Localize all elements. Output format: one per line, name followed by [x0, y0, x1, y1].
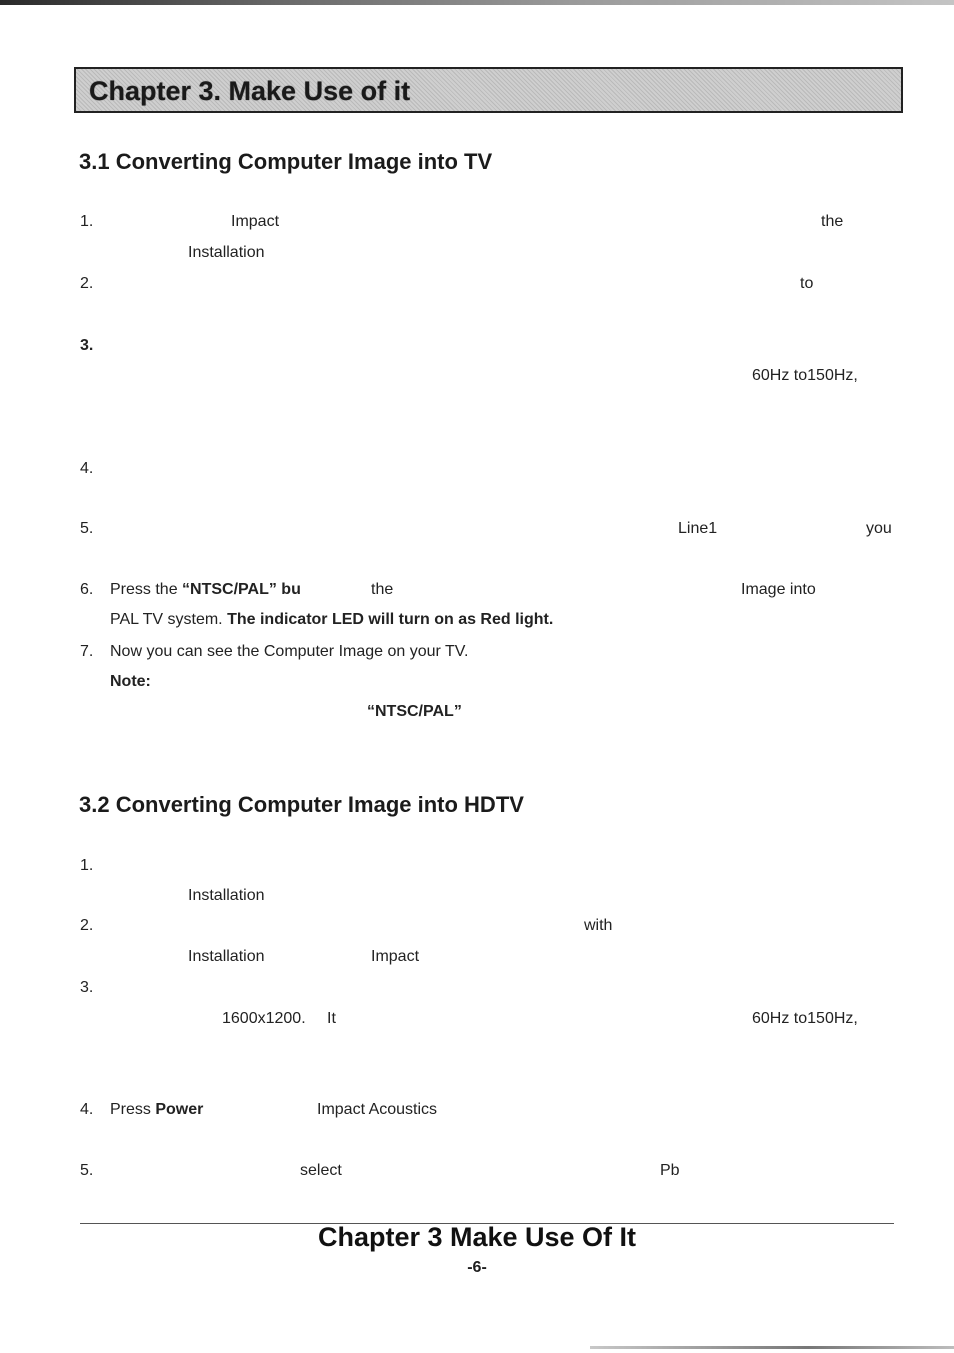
step-text-fragment: select [300, 1162, 342, 1179]
step-number: 1. [80, 857, 94, 874]
step-text-fragment: Installation [188, 948, 265, 965]
step-text-fragment: the [371, 581, 394, 598]
step-number: 2. [80, 275, 94, 292]
step-text-fragment: Image into [741, 581, 816, 598]
step-text-fragment: Impact [231, 213, 280, 230]
chapter-banner [74, 67, 903, 113]
step-text-fragment: Installation [188, 887, 265, 904]
step-text-line [110, 611, 553, 629]
step-text-fragment: It [327, 1010, 336, 1027]
step-text-fragment: PAL TV system. [110, 611, 228, 628]
power-button-label: Power [155, 1101, 204, 1118]
step-number: 5. [80, 520, 94, 537]
step-text-fragment: to [800, 275, 814, 292]
step-text-fragment: with [584, 917, 613, 934]
step-number: 3. [80, 337, 94, 354]
step-number: 4. [80, 460, 94, 477]
step-text-fragment: 60Hz to150Hz, [752, 367, 858, 384]
step-number: 3. [80, 979, 94, 996]
step-text-fragment: Line1 [678, 520, 718, 537]
step-number: 2. [80, 917, 94, 934]
step-text-line: Now you can see the Computer Image on your TV. [110, 643, 469, 660]
step-text-fragment: Installation [188, 244, 265, 261]
ntsc-pal-quote: “NTSC/PAL” [367, 703, 462, 720]
step-number: 7. [80, 643, 94, 660]
step-text-fragment: 60Hz to150Hz, [752, 1010, 858, 1027]
step-text-line [110, 581, 301, 599]
note-label: Note: [110, 673, 151, 690]
step-number: 6. [80, 581, 94, 598]
step-text-fragment: Impact Acoustics [317, 1101, 438, 1118]
ntsc-pal-button-label: “NTSC/PAL” bu [182, 581, 301, 598]
step-number: 5. [80, 1162, 94, 1179]
section-heading-3-1: 3.1 Converting Computer Image into TV [79, 149, 493, 174]
chapter-banner-title: Chapter 3. Make Use of it [89, 76, 411, 106]
step-text-fragment: 1600x1200. [222, 1010, 306, 1027]
step-text-fragment: Pb [660, 1162, 680, 1179]
step-text-line [110, 1101, 203, 1119]
step-text-fragment: Impact [371, 948, 420, 965]
section-heading-3-2: 3.2 Converting Computer Image into HDTV [79, 792, 524, 817]
footer-chapter-title: Chapter 3 Make Use Of It [317, 1222, 637, 1252]
step-text-fragment: the [821, 213, 844, 230]
top-scan-rule [0, 0, 954, 5]
step-text-fragment: Press [110, 1101, 156, 1118]
step-text-fragment: you [866, 520, 892, 537]
step-text-fragment: Press the [110, 581, 183, 598]
step-number: 1. [80, 213, 94, 230]
bottom-scan-rule [590, 1346, 954, 1349]
led-indicator-note: The indicator LED will turn on as Red light. [227, 611, 554, 628]
page-number: -6- [467, 1259, 487, 1276]
step-number: 4. [80, 1101, 94, 1118]
